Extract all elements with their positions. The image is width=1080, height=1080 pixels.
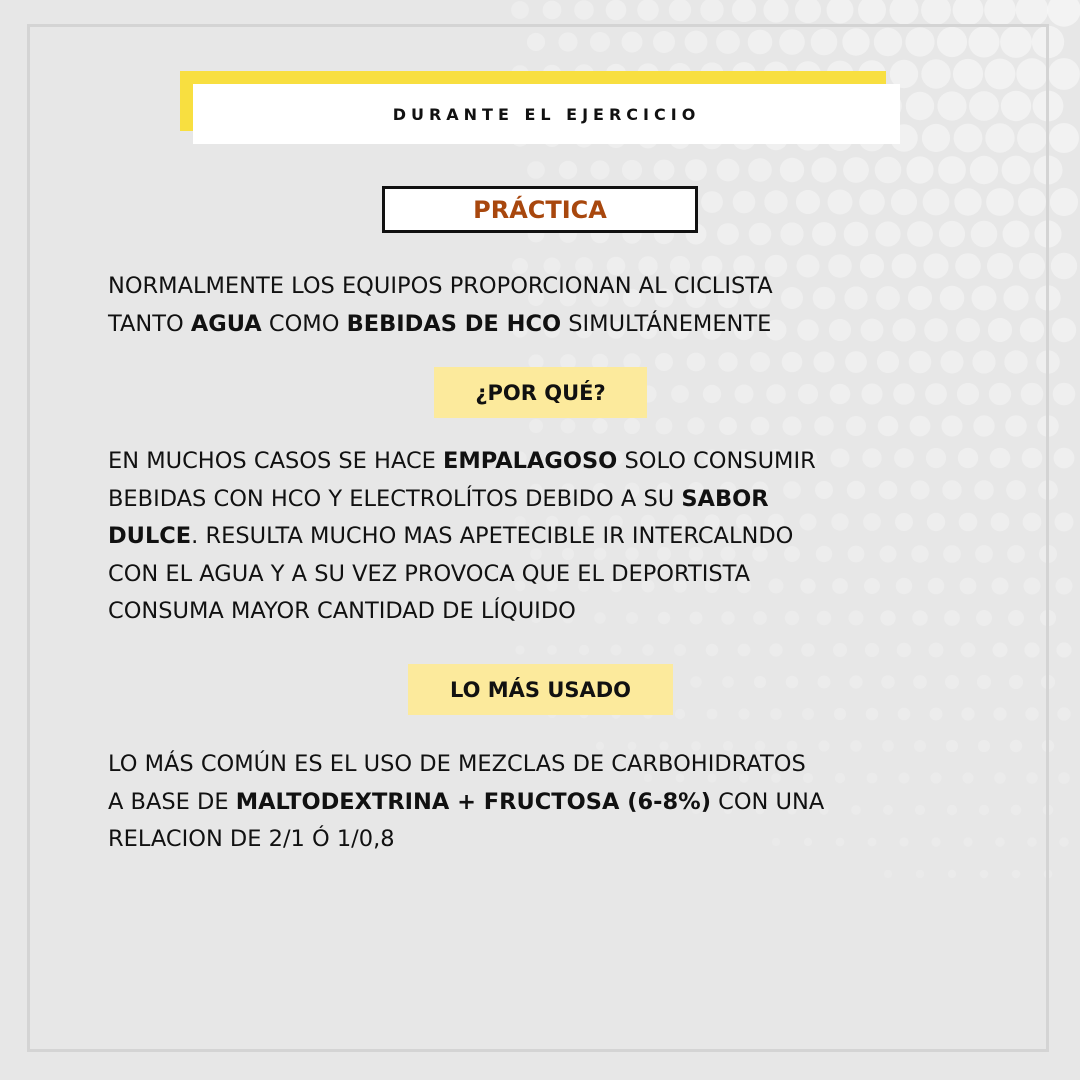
why-line-3: DULCE. RESULTA MUCHO MAS APETECIBLE IR INTERCALNDO xyxy=(108,523,794,549)
background-dot xyxy=(1054,448,1075,469)
used-line-3: RELACION DE 2/1 Ó 1/0,8 xyxy=(108,826,395,852)
background-dot xyxy=(511,1,529,19)
background-dot xyxy=(1052,318,1076,342)
background-dot xyxy=(1053,383,1076,406)
background-dot xyxy=(700,0,723,22)
header-title: DURANTE EL EJERCICIO xyxy=(392,104,701,124)
background-dot xyxy=(1016,0,1049,26)
background-dot xyxy=(858,0,886,24)
background-dot xyxy=(1057,707,1070,720)
background-dot xyxy=(669,0,691,21)
background-dot xyxy=(637,0,659,21)
most-used-paragraph xyxy=(108,746,972,859)
background-dot xyxy=(1059,837,1069,847)
why-line-4: CON EL AGUA Y A SU VEZ PROVOCA QUE EL DEPORTISTA xyxy=(108,560,751,587)
most-used-chip xyxy=(408,664,673,715)
background-dot xyxy=(574,0,594,20)
why-line-2: BEBIDAS CON HCO Y ELECTROLÍTOS DEBIDO A SU SABOR xyxy=(108,485,769,512)
why-label: ¿POR QUÉ? xyxy=(475,380,606,405)
background-dot xyxy=(795,0,821,23)
used-line-1: LO MÁS COMÚN ES EL USO DE MEZCLAS DE CARBOHIDRATOS xyxy=(108,751,806,777)
why-line-1: EN MUCHOS CASOS SE HACE EMPALAGOSO SOLO CONSUMIR xyxy=(108,448,816,474)
background-dot xyxy=(763,0,788,23)
background-dot xyxy=(984,0,1016,26)
background-dot xyxy=(1048,58,1080,90)
background-dot xyxy=(827,0,854,24)
background-dot xyxy=(1058,772,1070,784)
used-line-2: A BASE DE MALTODEXTRINA + FRUCTOSA (6-8%) CON UNA xyxy=(108,788,825,815)
why-paragraph xyxy=(108,443,972,631)
header-banner xyxy=(193,84,900,144)
background-dot xyxy=(1049,123,1079,153)
background-dot xyxy=(890,0,919,25)
background-dot xyxy=(543,1,562,20)
background-dot xyxy=(732,0,756,22)
background-dot xyxy=(953,0,984,25)
background-dot xyxy=(1055,513,1074,532)
background-dot xyxy=(1051,253,1077,279)
background-dot xyxy=(1056,642,1071,657)
intro-paragraph xyxy=(108,268,972,343)
why-line-5: CONSUMA MAYOR CANTIDAD DE LÍQUIDO xyxy=(108,598,576,624)
practica-label: PRÁCTICA xyxy=(473,195,607,224)
why-chip xyxy=(434,367,647,418)
intro-line-1: NORMALMENTE LOS EQUIPOS PROPORCIONAN AL CICLISTA xyxy=(108,273,773,299)
most-used-label: LO MÁS USADO xyxy=(449,677,632,702)
practica-label-box xyxy=(382,186,698,233)
background-dot xyxy=(1050,188,1078,216)
intro-line-2: TANTO AGUA COMO BEBIDAS DE HCO SIMULTÁNEMENTE xyxy=(108,310,772,337)
background-dot xyxy=(606,0,627,20)
background-dot xyxy=(1047,0,1080,27)
background-dot xyxy=(921,0,951,25)
background-dot xyxy=(1056,578,1073,595)
